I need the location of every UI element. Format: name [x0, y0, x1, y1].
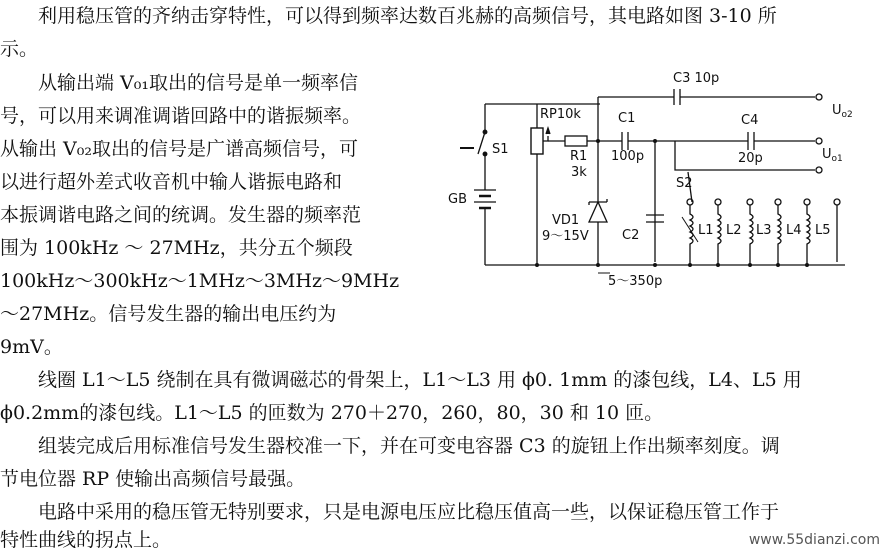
label-c1-value: 100p: [611, 149, 645, 164]
circuit-diagram: [430, 62, 885, 292]
label-r1-value: 3k: [571, 165, 587, 180]
paragraph-4-line-1: 组装完成后用标准信号发生器校准一下，并在可变电容器 C3 的旋钮上作出频率刻度。调: [0, 435, 780, 457]
label-l4: L4: [786, 223, 802, 238]
paragraph-5-line-2: 特性曲线的拐点上。: [0, 529, 172, 551]
coil-l5: [807, 205, 810, 265]
label-l2: L2: [726, 223, 742, 238]
terminal-uo1: [816, 138, 822, 144]
paragraph-4-line-2: 节电位器 RP 使输出高频信号最强。: [0, 468, 306, 490]
label-c4: C4: [741, 113, 759, 128]
paragraph-2-line-4: 以进行超外差式收音机中输人谐振电路和: [0, 171, 343, 193]
label-c4-value: 20p: [738, 151, 763, 166]
paragraph-2-line-5: 本振调谐电路之间的统调。发生器的频率范: [0, 204, 362, 226]
paragraph-2-line-7: 100kHz～300kHz～1MHz～3MHz～9MHz: [0, 270, 400, 292]
label-l1: L1: [698, 223, 714, 238]
watermark: www.55dianzi.com: [748, 532, 880, 548]
paragraph-1-line-2: 示。: [0, 38, 39, 60]
terminal-uo2: [816, 94, 822, 100]
capacitor-c3: [598, 89, 815, 105]
label-c3: C3 10p: [673, 71, 720, 86]
battery-gb: [474, 167, 496, 265]
capacitor-c4: [655, 132, 815, 150]
coil-l3: [750, 205, 753, 265]
label-vd1-value: 9～15V: [542, 229, 589, 244]
label-s2: S2: [676, 176, 693, 191]
label-vd1: VD1: [552, 213, 580, 228]
resistor-r1: [548, 136, 598, 146]
coil-l1: [682, 205, 698, 265]
paragraph-5-line-1: 电路中采用的稳压管无特别要求，只是电源电压应比稳压值高一些，以保证稳压管工作于: [0, 501, 780, 523]
paragraph-2-line-3: 从输出 V₀₂取出的信号是广谱高频信号，可: [0, 138, 358, 160]
label-gb: GB: [448, 192, 467, 207]
paragraph-2-line-9: 9mV。: [0, 336, 63, 358]
label-l5: L5: [815, 223, 831, 238]
label-c1: C1: [618, 111, 636, 126]
paragraph-3-line-2: ϕ0.2mm的漆包线。L1～L5 的匝数为 270＋270，260，80，30 和 10 匝。: [0, 402, 664, 424]
capacitor-c1: [598, 132, 655, 150]
label-l3: L3: [756, 223, 772, 238]
paragraph-2-line-6: 围为 100kHz ～ 27MHz，共分五个频段: [0, 237, 353, 259]
paragraph-3-line-1: 线圈 L1～L5 绕制在具有微调磁芯的骨架上，L1～L3 用 ϕ0. 1mm 的漆包线，L4、L5 用: [0, 369, 802, 391]
coil-terminals: [687, 199, 840, 205]
paragraph-2-line-2: 号，可以用来调准调谐回路中的谐振频率。: [0, 105, 362, 127]
label-s1: S1: [492, 142, 509, 157]
coil-l4: [778, 205, 781, 265]
label-c2: C2: [622, 228, 640, 243]
label-uo1: $U_{o1}$: [822, 147, 843, 164]
label-r1: R1: [570, 149, 588, 164]
label-c2-value: 5～350p: [608, 274, 663, 289]
paragraph-2-line-8: ～27MHz。信号发生器的输出电压约为: [0, 303, 337, 325]
label-rp: RP10k: [540, 107, 581, 122]
zener-diode-vd1: [589, 199, 607, 265]
paragraph-2-line-1: 从输出端 V₀₁取出的信号是单一频率信: [0, 72, 358, 94]
paragraph-1-line-1: 利用稳压管的齐纳击穿特性，可以得到频率达数百兆赫的高频信号，其电路如图 3-10 所: [0, 5, 777, 27]
switch-s1: [460, 130, 487, 167]
label-uo2: $U_{o2}$: [832, 103, 853, 120]
coil-l2: [718, 205, 721, 265]
